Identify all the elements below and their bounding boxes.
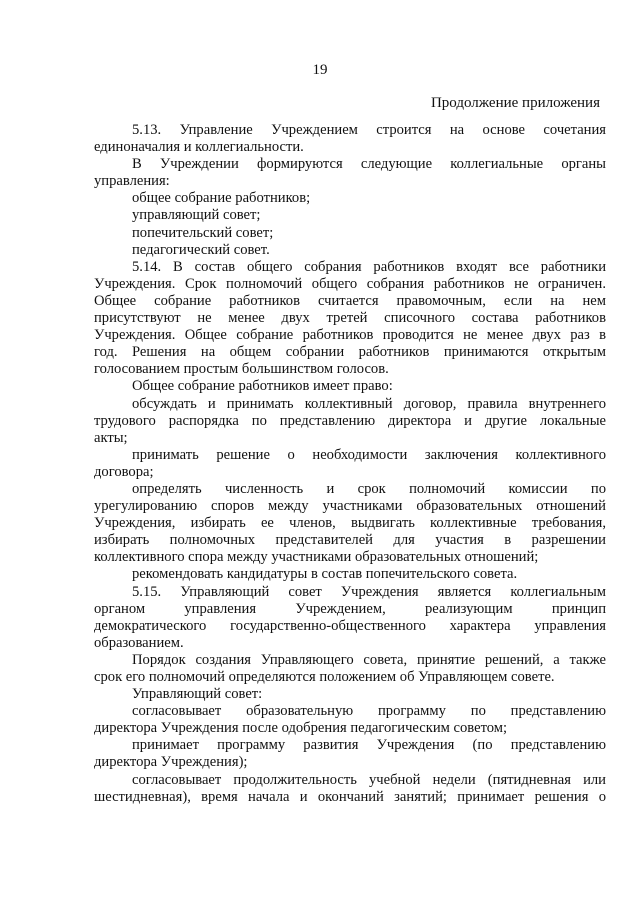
text-line: рекомендовать кандидатуры в состав попечительского совета. [132, 566, 518, 583]
text-line: принимает программу развития Учреждения (по представлению [132, 737, 606, 754]
text-line: год. Решения на общем собрании работников принимаются открытым [94, 344, 606, 361]
text-line: обсуждать и принимать коллективный договор, правила внутреннего [132, 395, 606, 412]
text-line: принимать решение о необходимости заключения коллективного [132, 446, 606, 463]
text-line: Учреждения. Общее собрание работников проводится не менее двух раз в [94, 327, 606, 344]
text-line: согласовывает продолжительность учебной недели (пятидневная или [132, 771, 606, 788]
text-line: Порядок создания Управляющего совета, принятие решений, а также [132, 651, 606, 668]
body-text [94, 122, 606, 806]
text-line: директора Учреждения); [94, 754, 248, 771]
text-line: согласовывает образовательную программу по представлению [132, 703, 606, 720]
text-line: Общее собрание работников считается правомочным, если на нем [94, 292, 606, 309]
text-line: 5.14. В состав общего собрания работников входят все работники [132, 258, 606, 275]
page-number: 19 [312, 62, 328, 78]
text-line: управляющий совет; [132, 207, 261, 224]
text-line: урегулированию споров между участниками образовательных отношений [94, 498, 606, 515]
text-line: трудового распорядка по представлению директора и другие локальные [94, 412, 606, 429]
text-line: управления: [94, 173, 170, 190]
text-line: голосованием простым большинством голосов. [94, 361, 389, 378]
text-line: образованием. [94, 634, 184, 651]
text-line: единоначалия и коллегиальности. [94, 139, 304, 156]
text-line: Управляющий совет: [132, 686, 263, 703]
text-line: демократического государственно-общественного характера управления [94, 617, 606, 634]
text-line: Учреждения. Срок полномочий общего собрания работников не ограничен. [94, 275, 606, 292]
text-line: 5.13. Управление Учреждением строится на основе сочетания [132, 122, 606, 138]
text-line: педагогический совет. [132, 241, 270, 258]
text-line: договора; [94, 463, 154, 480]
text-line: Учреждения, избирать ее членов, выдвигать коллективные требования, [94, 515, 606, 532]
text-line: шестидневная), время начала и окончаний занятий; принимает решения о [94, 788, 606, 805]
text-line: общее собрание работников; [132, 190, 311, 207]
text-line: коллективного спора между участниками образовательных отношений; [94, 549, 539, 566]
text-line: акты; [94, 429, 128, 446]
text-line: органом управления Учреждением, реализующим принцип [94, 600, 606, 617]
text-line: попечительский совет; [132, 224, 274, 241]
text-line: В Учреждении формируются следующие коллегиальные органы [132, 156, 606, 173]
text-line: избирать полномочных представителей для участия в разрешении [94, 532, 606, 549]
appendix-continuation-note: Продолжение приложения [430, 95, 600, 111]
text-line: 5.15. Управляющий совет Учреждения является коллегиальным [132, 583, 606, 600]
text-line: определять численность и срок полномочий комиссии по [132, 480, 606, 497]
text-line: присутствуют не менее двух третей списочного состава работников [94, 310, 606, 327]
text-line: Общее собрание работников имеет право: [132, 378, 393, 395]
text-line: директора Учреждения после одобрения педагогическим советом; [94, 720, 508, 737]
text-line: срок его полномочий определяются положением об Управляющем совете. [94, 669, 555, 685]
